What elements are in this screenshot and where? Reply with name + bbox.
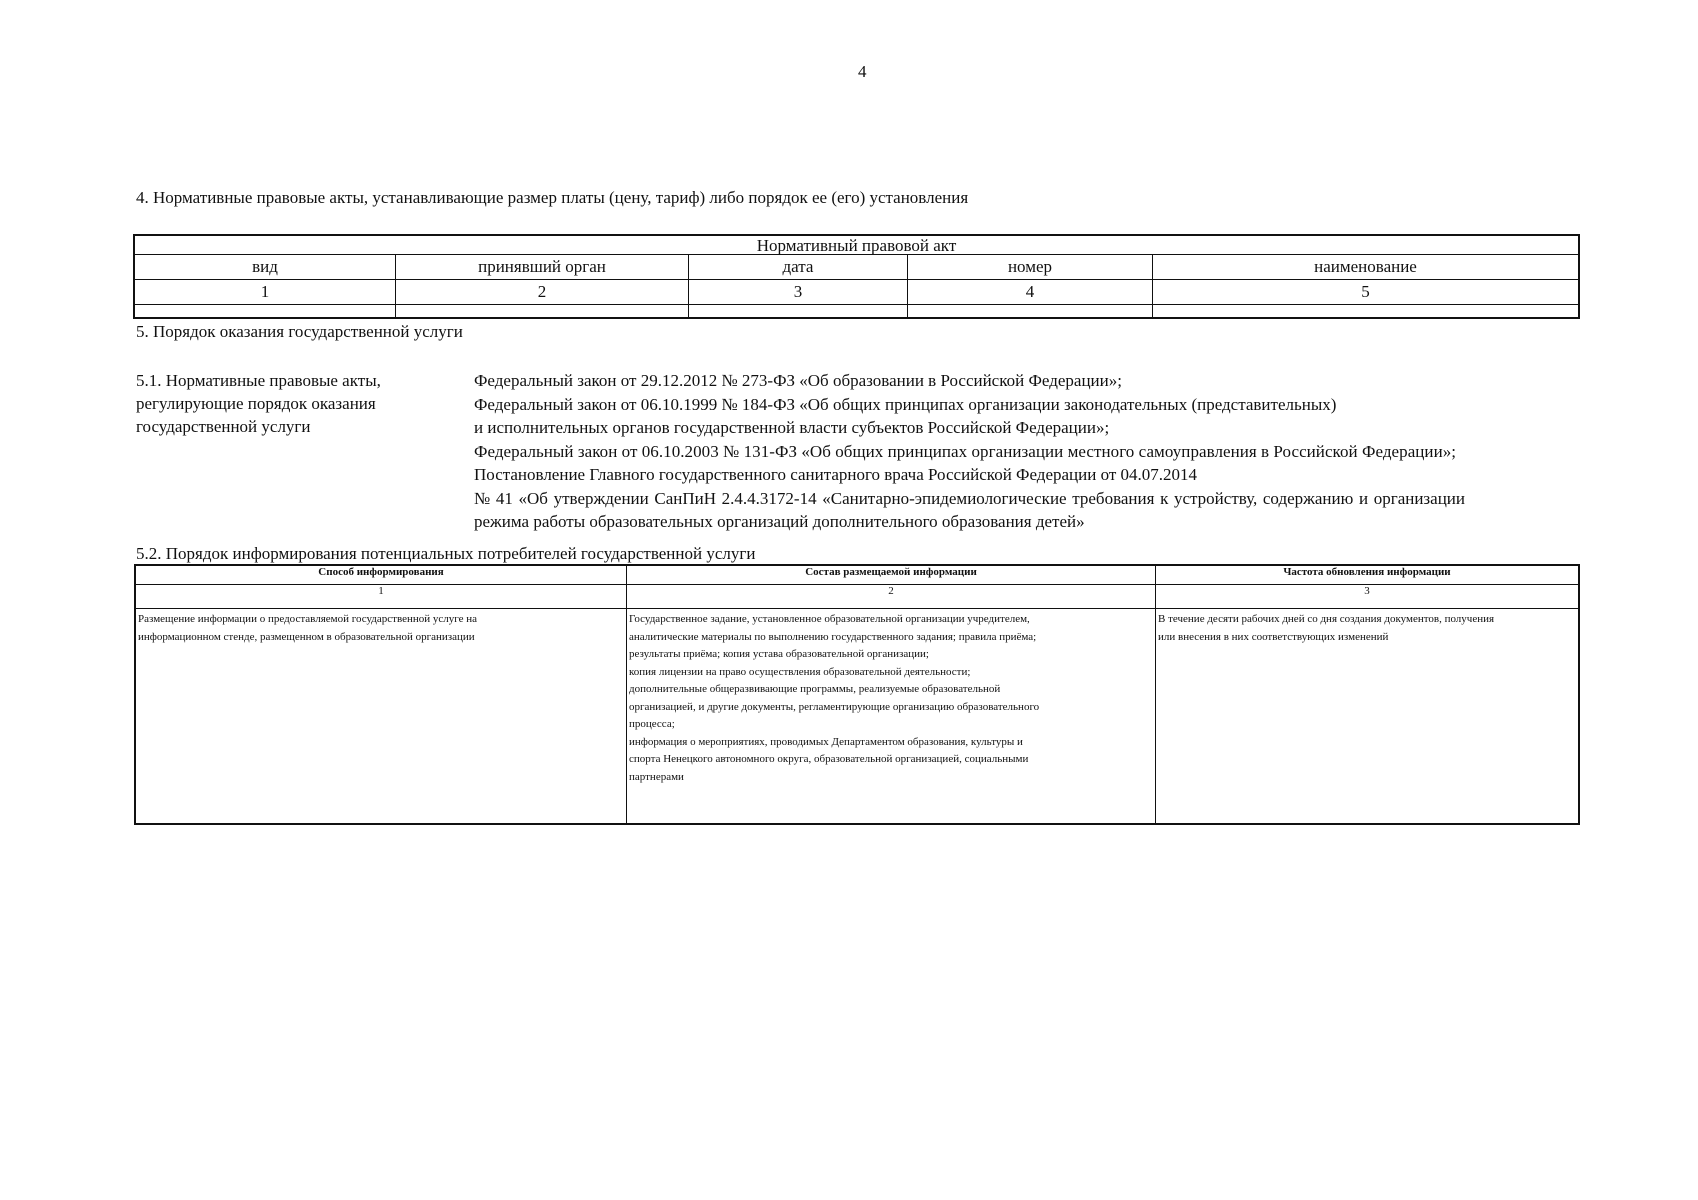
cell-line: информационном стенде, размещенном в образовательной организации bbox=[138, 630, 475, 643]
column-header-frequency: Частота обновления информации bbox=[1156, 565, 1580, 585]
law-line: режима работы образовательных организаций дополнительного образования детей» bbox=[474, 512, 1085, 531]
column-header-date: дата bbox=[689, 255, 908, 280]
cell-line: спорта Ненецкого автономного округа, образовательной организацией, социальными bbox=[629, 753, 1029, 765]
empty-cell bbox=[396, 305, 689, 319]
law-line: и исполнительных органов государственной власти субъектов Российской Федерации»; bbox=[474, 418, 1110, 437]
column-number: 1 bbox=[135, 585, 627, 609]
cell-line: дополнительные общеразвивающие программы, реализуемые образовательной bbox=[629, 683, 1001, 695]
cell-line: или внесения в них соответствующих изменений bbox=[1158, 630, 1389, 643]
column-number: 4 bbox=[908, 280, 1153, 305]
cell-line: процесса; bbox=[629, 718, 675, 730]
empty-cell bbox=[908, 305, 1153, 319]
cell-line: партнерами bbox=[629, 770, 684, 783]
empty-cell bbox=[134, 305, 396, 319]
column-number: 5 bbox=[1153, 280, 1580, 305]
law-line: Федеральный закон от 06.10.1999 № 184-ФЗ «Об общих принципах организации законодательных (представительных) bbox=[474, 394, 1337, 414]
column-header-content: Состав размещаемой информации bbox=[627, 565, 1156, 585]
page-number: 4 bbox=[858, 62, 867, 81]
laws-list bbox=[474, 369, 1580, 534]
column-number: 1 bbox=[134, 280, 396, 305]
cell-line: информация о мероприятиях, проводимых Департаментом образования, культуры и bbox=[629, 735, 1023, 748]
section-5-title: 5. Порядок оказания государственной услуги bbox=[136, 322, 463, 341]
column-header-type: вид bbox=[134, 255, 396, 280]
label-line: 5.1. Нормативные правовые акты, bbox=[136, 371, 381, 390]
column-header-authority: принявший орган bbox=[396, 255, 689, 280]
label-line: регулирующие порядок оказания bbox=[136, 394, 376, 413]
column-header-number: номер bbox=[908, 255, 1153, 280]
law-line: № 41 «Об утверждении СанПиН 2.4.4.3172-14 «Санитарно-эпидемиологические требования к устройству, содержанию и организации bbox=[474, 488, 1465, 508]
informing-table bbox=[134, 564, 1580, 825]
column-number: 3 bbox=[689, 280, 908, 305]
method-cell bbox=[135, 609, 627, 825]
law-line: Постановление Главного государственного санитарного врача Российской Федерации от 04.07.2014 bbox=[474, 465, 1198, 484]
cell-line: Государственное задание, установленное образовательной организации учредителем, bbox=[629, 613, 1030, 625]
column-header-name: наименование bbox=[1153, 255, 1580, 280]
frequency-cell bbox=[1156, 609, 1580, 825]
section-4-title: 4. Нормативные правовые акты, устанавливающие размер платы (цену, тариф) либо порядок ее (его) установления bbox=[136, 188, 969, 207]
law-line: Федеральный закон от 06.10.2003 № 131-ФЗ «Об общих принципах организации местного самоуправления в Российской Федерации»; bbox=[474, 441, 1457, 461]
empty-cell bbox=[689, 305, 908, 319]
table-group-header: Нормативный правовой акт bbox=[134, 235, 1579, 255]
column-number: 2 bbox=[627, 585, 1156, 609]
section-5-1-label bbox=[136, 369, 436, 438]
cell-line: В течение десяти рабочих дней со дня создания документов, получения bbox=[1158, 613, 1495, 625]
column-number: 2 bbox=[396, 280, 689, 305]
column-number: 3 bbox=[1156, 585, 1580, 609]
cell-line: организацией, и другие документы, регламентирующие организацию образовательного bbox=[629, 700, 1040, 713]
legal-acts-table bbox=[133, 234, 1580, 319]
empty-cell bbox=[1153, 305, 1580, 319]
content-cell bbox=[627, 609, 1156, 825]
label-line: государственной услуги bbox=[136, 417, 311, 436]
cell-line: аналитические материалы по выполнению государственного задания; правила приёма; bbox=[629, 630, 1037, 643]
column-header-method: Способ информирования bbox=[135, 565, 627, 585]
cell-line: результаты приёма; копия устава образовательной организации; bbox=[629, 648, 929, 660]
law-line: Федеральный закон от 29.12.2012 № 273-ФЗ «Об образовании в Российской Федерации»; bbox=[474, 371, 1122, 390]
cell-line: копия лицензии на право осуществления образовательной деятельности; bbox=[629, 665, 971, 678]
cell-line: Размещение информации о предоставляемой государственной услуге на bbox=[138, 613, 478, 625]
section-5-2-title: 5.2. Порядок информирования потенциальных потребителей государственной услуги bbox=[136, 544, 756, 563]
